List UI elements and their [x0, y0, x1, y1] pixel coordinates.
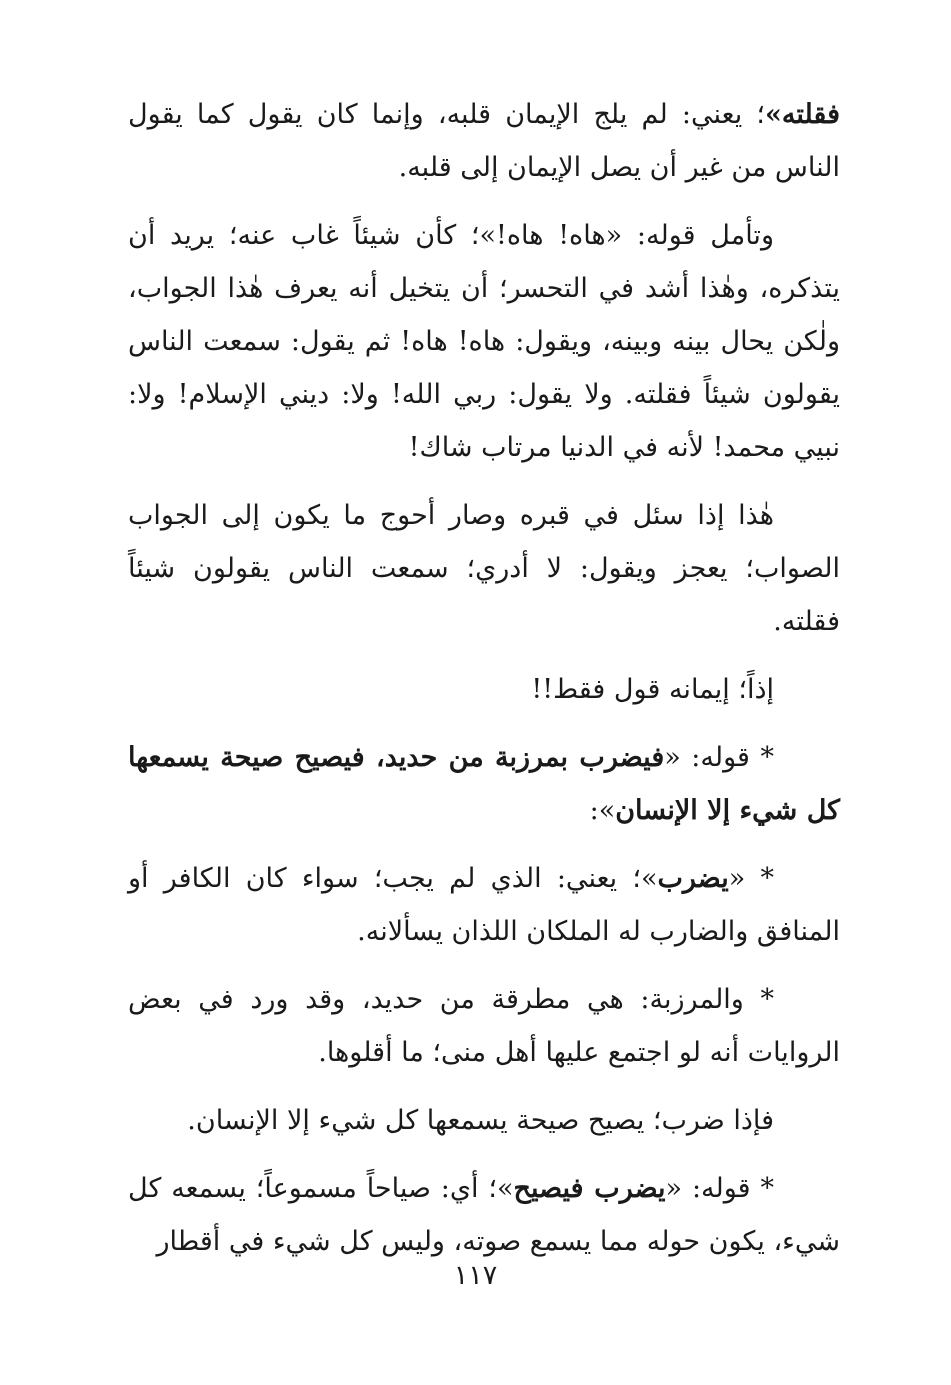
page-number: ١١٧ [453, 1260, 498, 1291]
page-body [128, 88, 840, 1283]
body-text: ؛ يعني: لم يلج الإيمان قلبه، وإنما كان يقول كما يقول الناس من غير أن يصل الإيمان إلى قلبه. [128, 99, 840, 183]
bold-text: يضرب فيصيح [513, 1173, 666, 1204]
body-text: »؛ يعني: الذي لم يجب؛ سواء كان الكافر أو المنافق والضارب له الملكان اللذان يسألانه. [128, 863, 840, 947]
body-text: فإذا ضرب؛ يصيح صيحة يسمعها كل شيء إلا الإنسان. [187, 1105, 774, 1136]
paragraph-4 [128, 663, 840, 716]
body-text: * والمرزبة: هي مطرقة من حديد، وقد ورد في بعض الروايات أنه لو اجتمع عليها أهل منى؛ ما أقلوها. [128, 984, 840, 1068]
body-text: إذاً؛ إيمانه قول فقط!! [531, 674, 774, 705]
bold-text: يضرب [657, 863, 729, 894]
paragraph-8 [128, 1094, 840, 1147]
paragraph-3 [128, 489, 840, 648]
paragraph-7 [128, 973, 840, 1079]
body-text: * قوله: « [665, 1173, 774, 1204]
body-text: * قوله: « [664, 742, 774, 773]
bold-text: فقلته» [764, 99, 840, 130]
paragraph-6 [128, 852, 840, 958]
paragraph-9 [128, 1162, 840, 1268]
paragraph-1 [128, 88, 840, 194]
paragraph-2 [128, 209, 840, 474]
bold-text: فيضرب بمرزبة من حديد، فيصيح صيحة يسمعها كل شيء إلا الإنسان [128, 742, 840, 826]
body-text: * « [728, 863, 774, 894]
paragraph-5 [128, 731, 840, 837]
body-text: »: [589, 795, 616, 826]
body-text: »؛ أي: صياحاً مسموعاً؛ يسمعه كل شيء، يكون حوله مما يسمع صوته، وليس كل شيء في أقطار [128, 1173, 840, 1257]
body-text: هٰذا إذا سئل في قبره وصار أحوج ما يكون إلى الجواب الصواب؛ يعجز ويقول: لا أدري؛ سمعت الناس يقولون شيئاً فقلته. [128, 500, 840, 637]
body-text: وتأمل قوله: «هاه! هاه!»؛ كأن شيئاً غاب عنه؛ يريد أن يتذكره، وهٰذا أشد في التحسر؛ أن يتخيل أنه يعرف هٰذا الجواب، ولٰكن يحال بينه وبينه، ويقول: هاه! هاه! ثم يقول: سمعت الناس يقولون شيئاً فقلته. ولا يقول: ربي الله! ولا: ديني الإسلام! ولا: نبيي محمد! لأنه في الدنيا مرتاب شاك! [128, 220, 840, 463]
